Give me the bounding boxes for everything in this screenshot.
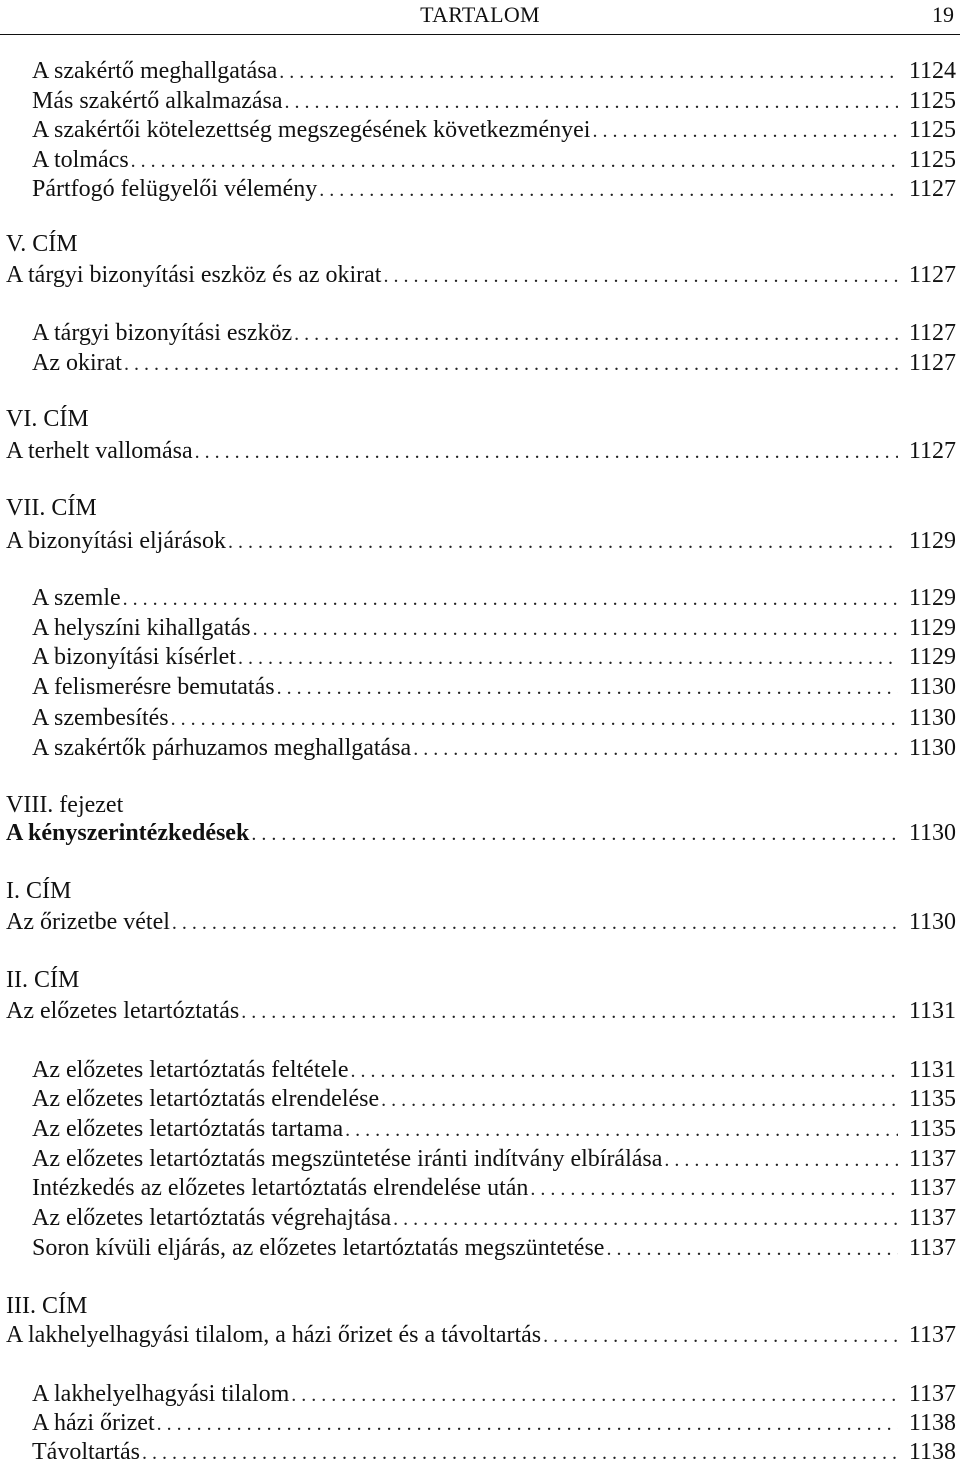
toc-entry-page: 1127 — [908, 262, 956, 288]
toc-entry — [32, 1055, 956, 1085]
toc-entry-title: A bizonyítási eljárások — [6, 528, 226, 554]
toc-entry — [32, 56, 956, 86]
toc-entry — [32, 1408, 956, 1438]
toc-entry — [32, 318, 956, 348]
toc-entry-title: A szakértő meghallgatása — [32, 58, 278, 84]
dot-leader — [285, 87, 898, 117]
toc-entry-page: 1124 — [908, 58, 956, 84]
toc-entry-title: A szembesítés — [32, 705, 169, 731]
toc-entry — [32, 1437, 956, 1467]
toc-entry-title: Az előzetes letartóztatás elrendelése — [32, 1086, 380, 1112]
toc-entry — [32, 1233, 956, 1263]
toc-entry-page: 1131 — [908, 998, 956, 1024]
toc-entry-page: 1130 — [908, 820, 956, 846]
toc-entry-title: A bizonyítási kísérlet — [32, 644, 236, 670]
toc-entry-title: Az előzetes letartóztatás megszüntetése iránti indítvány elbírálása — [32, 1146, 663, 1172]
toc-entry-page: 1135 — [908, 1086, 956, 1112]
dot-leader — [124, 349, 898, 379]
toc-entry — [6, 1320, 956, 1350]
section-heading: III. CÍM — [6, 1293, 88, 1319]
dot-leader — [131, 146, 898, 176]
toc-entry-page: 1138 — [908, 1439, 956, 1465]
dot-leader — [279, 57, 898, 87]
dot-leader — [253, 614, 898, 644]
dot-leader — [543, 1321, 898, 1351]
dot-leader — [319, 175, 898, 205]
toc-entry-page: 1127 — [908, 350, 956, 376]
toc-entry-title: A házi őrizet — [32, 1410, 155, 1436]
toc-entry-page: 1129 — [908, 585, 956, 611]
toc-entry-page: 1129 — [908, 528, 956, 554]
dot-leader — [172, 908, 898, 938]
toc-entry-title: Pártfogó felügyelői vélemény — [32, 176, 318, 202]
toc-entry-page: 1125 — [908, 88, 956, 114]
toc-entry — [32, 115, 956, 145]
toc-entry-title: Az előzetes letartóztatás tartama — [32, 1116, 344, 1142]
toc-entry-title: A szakértői kötelezettség megszegésének következményei — [32, 117, 591, 143]
dot-leader — [294, 319, 898, 349]
dot-leader — [664, 1145, 898, 1175]
toc-entry — [32, 1203, 956, 1233]
toc-entry-title: A szemle — [32, 585, 121, 611]
toc-entry — [32, 174, 956, 204]
toc-entry-page: 1137 — [908, 1146, 956, 1172]
section-heading: V. CÍM — [6, 231, 78, 257]
toc-entry-title: A helyszíni kihallgatás — [32, 615, 251, 641]
section-heading: VII. CÍM — [6, 495, 97, 521]
toc-entry — [32, 733, 956, 763]
toc-entry — [32, 86, 956, 116]
toc-entry-title: Intézkedés az előzetes letartóztatás elrendelése után — [32, 1175, 529, 1201]
toc-entry — [32, 348, 956, 378]
dot-leader — [241, 997, 898, 1027]
toc-entry-title: A tárgyi bizonyítási eszköz — [32, 320, 293, 346]
toc-entry-title: Soron kívüli eljárás, az előzetes letartóztatás megszüntetése — [32, 1235, 605, 1261]
section-heading: II. CÍM — [6, 967, 80, 993]
dot-leader — [228, 527, 898, 557]
toc-entry — [32, 1084, 956, 1114]
toc-entry-page: 1135 — [908, 1116, 956, 1142]
toc-entry-page: 1137 — [908, 1322, 956, 1348]
dot-leader — [171, 704, 898, 734]
page-header — [0, 0, 960, 36]
dot-leader — [350, 1056, 898, 1086]
toc-entry-title: Távoltartás — [32, 1439, 140, 1465]
toc-entry-title: A terhelt vallomása — [6, 438, 193, 464]
toc-entry-page: 1127 — [908, 438, 956, 464]
dot-leader — [291, 1380, 898, 1410]
toc-entry-title: Az őrizetbe vétel — [6, 909, 170, 935]
toc-entry-title: A tárgyi bizonyítási eszköz és az okirat — [6, 262, 382, 288]
toc-entry-page: 1137 — [908, 1381, 956, 1407]
toc-entry — [32, 703, 956, 733]
toc-entry-page: 1127 — [908, 320, 956, 346]
dot-leader — [157, 1409, 898, 1439]
toc-entry — [32, 642, 956, 672]
dot-leader — [606, 1234, 898, 1264]
toc-entry-title: A lakhelyelhagyási tilalom, a házi őrizet és a távoltartás — [6, 1322, 542, 1348]
toc-entry-page: 1129 — [908, 644, 956, 670]
toc-entry-title: Az okirat — [32, 350, 122, 376]
section-heading: I. CÍM — [6, 878, 72, 904]
toc-entry-page: 1130 — [908, 705, 956, 731]
toc-entry — [32, 613, 956, 643]
toc-entry-page: 1130 — [908, 909, 956, 935]
toc-entry — [6, 907, 956, 937]
toc-entry-title: A kényszerintézkedések — [6, 820, 250, 846]
toc-entry-title: Az előzetes letartóztatás feltétele — [32, 1057, 349, 1083]
dot-leader — [530, 1174, 898, 1204]
toc-entry — [6, 996, 956, 1026]
dot-leader — [592, 116, 898, 146]
toc-entry — [6, 260, 956, 290]
toc-entry-page: 1130 — [908, 674, 956, 700]
section-heading: VI. CÍM — [6, 406, 89, 432]
toc-entry-page: 1130 — [908, 735, 956, 761]
toc-entry-title: A felismerésre bemutatás — [32, 674, 275, 700]
toc-entry — [6, 436, 956, 466]
toc-entry-title: Az előzetes letartóztatás — [6, 998, 240, 1024]
toc-entry-title: Az előzetes letartóztatás végrehajtása — [32, 1205, 392, 1231]
toc-entry-page: 1137 — [908, 1175, 956, 1201]
toc-entry — [32, 583, 956, 613]
toc-entry-page: 1137 — [908, 1205, 956, 1231]
toc-entry-page: 1127 — [908, 176, 956, 202]
toc-entry-page: 1125 — [908, 117, 956, 143]
toc-entry-title: A tolmács — [32, 147, 129, 173]
toc-entry-page: 1131 — [908, 1057, 956, 1083]
page-number: 19 — [932, 2, 954, 27]
dot-leader — [251, 819, 898, 849]
dot-leader — [413, 734, 898, 764]
dot-leader — [277, 673, 898, 703]
dot-leader — [345, 1115, 898, 1145]
dot-leader — [238, 643, 898, 673]
toc-entry — [32, 1379, 956, 1409]
toc-entry — [32, 672, 956, 702]
section-heading: VIII. fejezet — [6, 792, 124, 818]
toc-entry — [32, 1114, 956, 1144]
header-rule — [0, 34, 960, 35]
toc-entry — [6, 526, 956, 556]
running-title: TARTALOM — [420, 2, 540, 27]
toc-entry-title: A szakértők párhuzamos meghallgatása — [32, 735, 412, 761]
toc-entry-page: 1129 — [908, 615, 956, 641]
toc-entry — [32, 145, 956, 175]
dot-leader — [123, 584, 898, 614]
toc-entry-title: A lakhelyelhagyási tilalom — [32, 1381, 290, 1407]
dot-leader — [381, 1085, 898, 1115]
dot-leader — [383, 261, 898, 291]
toc-entry-page: 1125 — [908, 147, 956, 173]
dot-leader — [195, 437, 898, 467]
toc-entry-page: 1138 — [908, 1410, 956, 1436]
toc-entry — [32, 1173, 956, 1203]
toc-entry — [32, 1144, 956, 1174]
dot-leader — [393, 1204, 898, 1234]
toc-entry-title: Más szakértő alkalmazása — [32, 88, 283, 114]
toc-entry — [6, 818, 956, 848]
toc-entry-page: 1137 — [908, 1235, 956, 1261]
dot-leader — [142, 1438, 898, 1468]
